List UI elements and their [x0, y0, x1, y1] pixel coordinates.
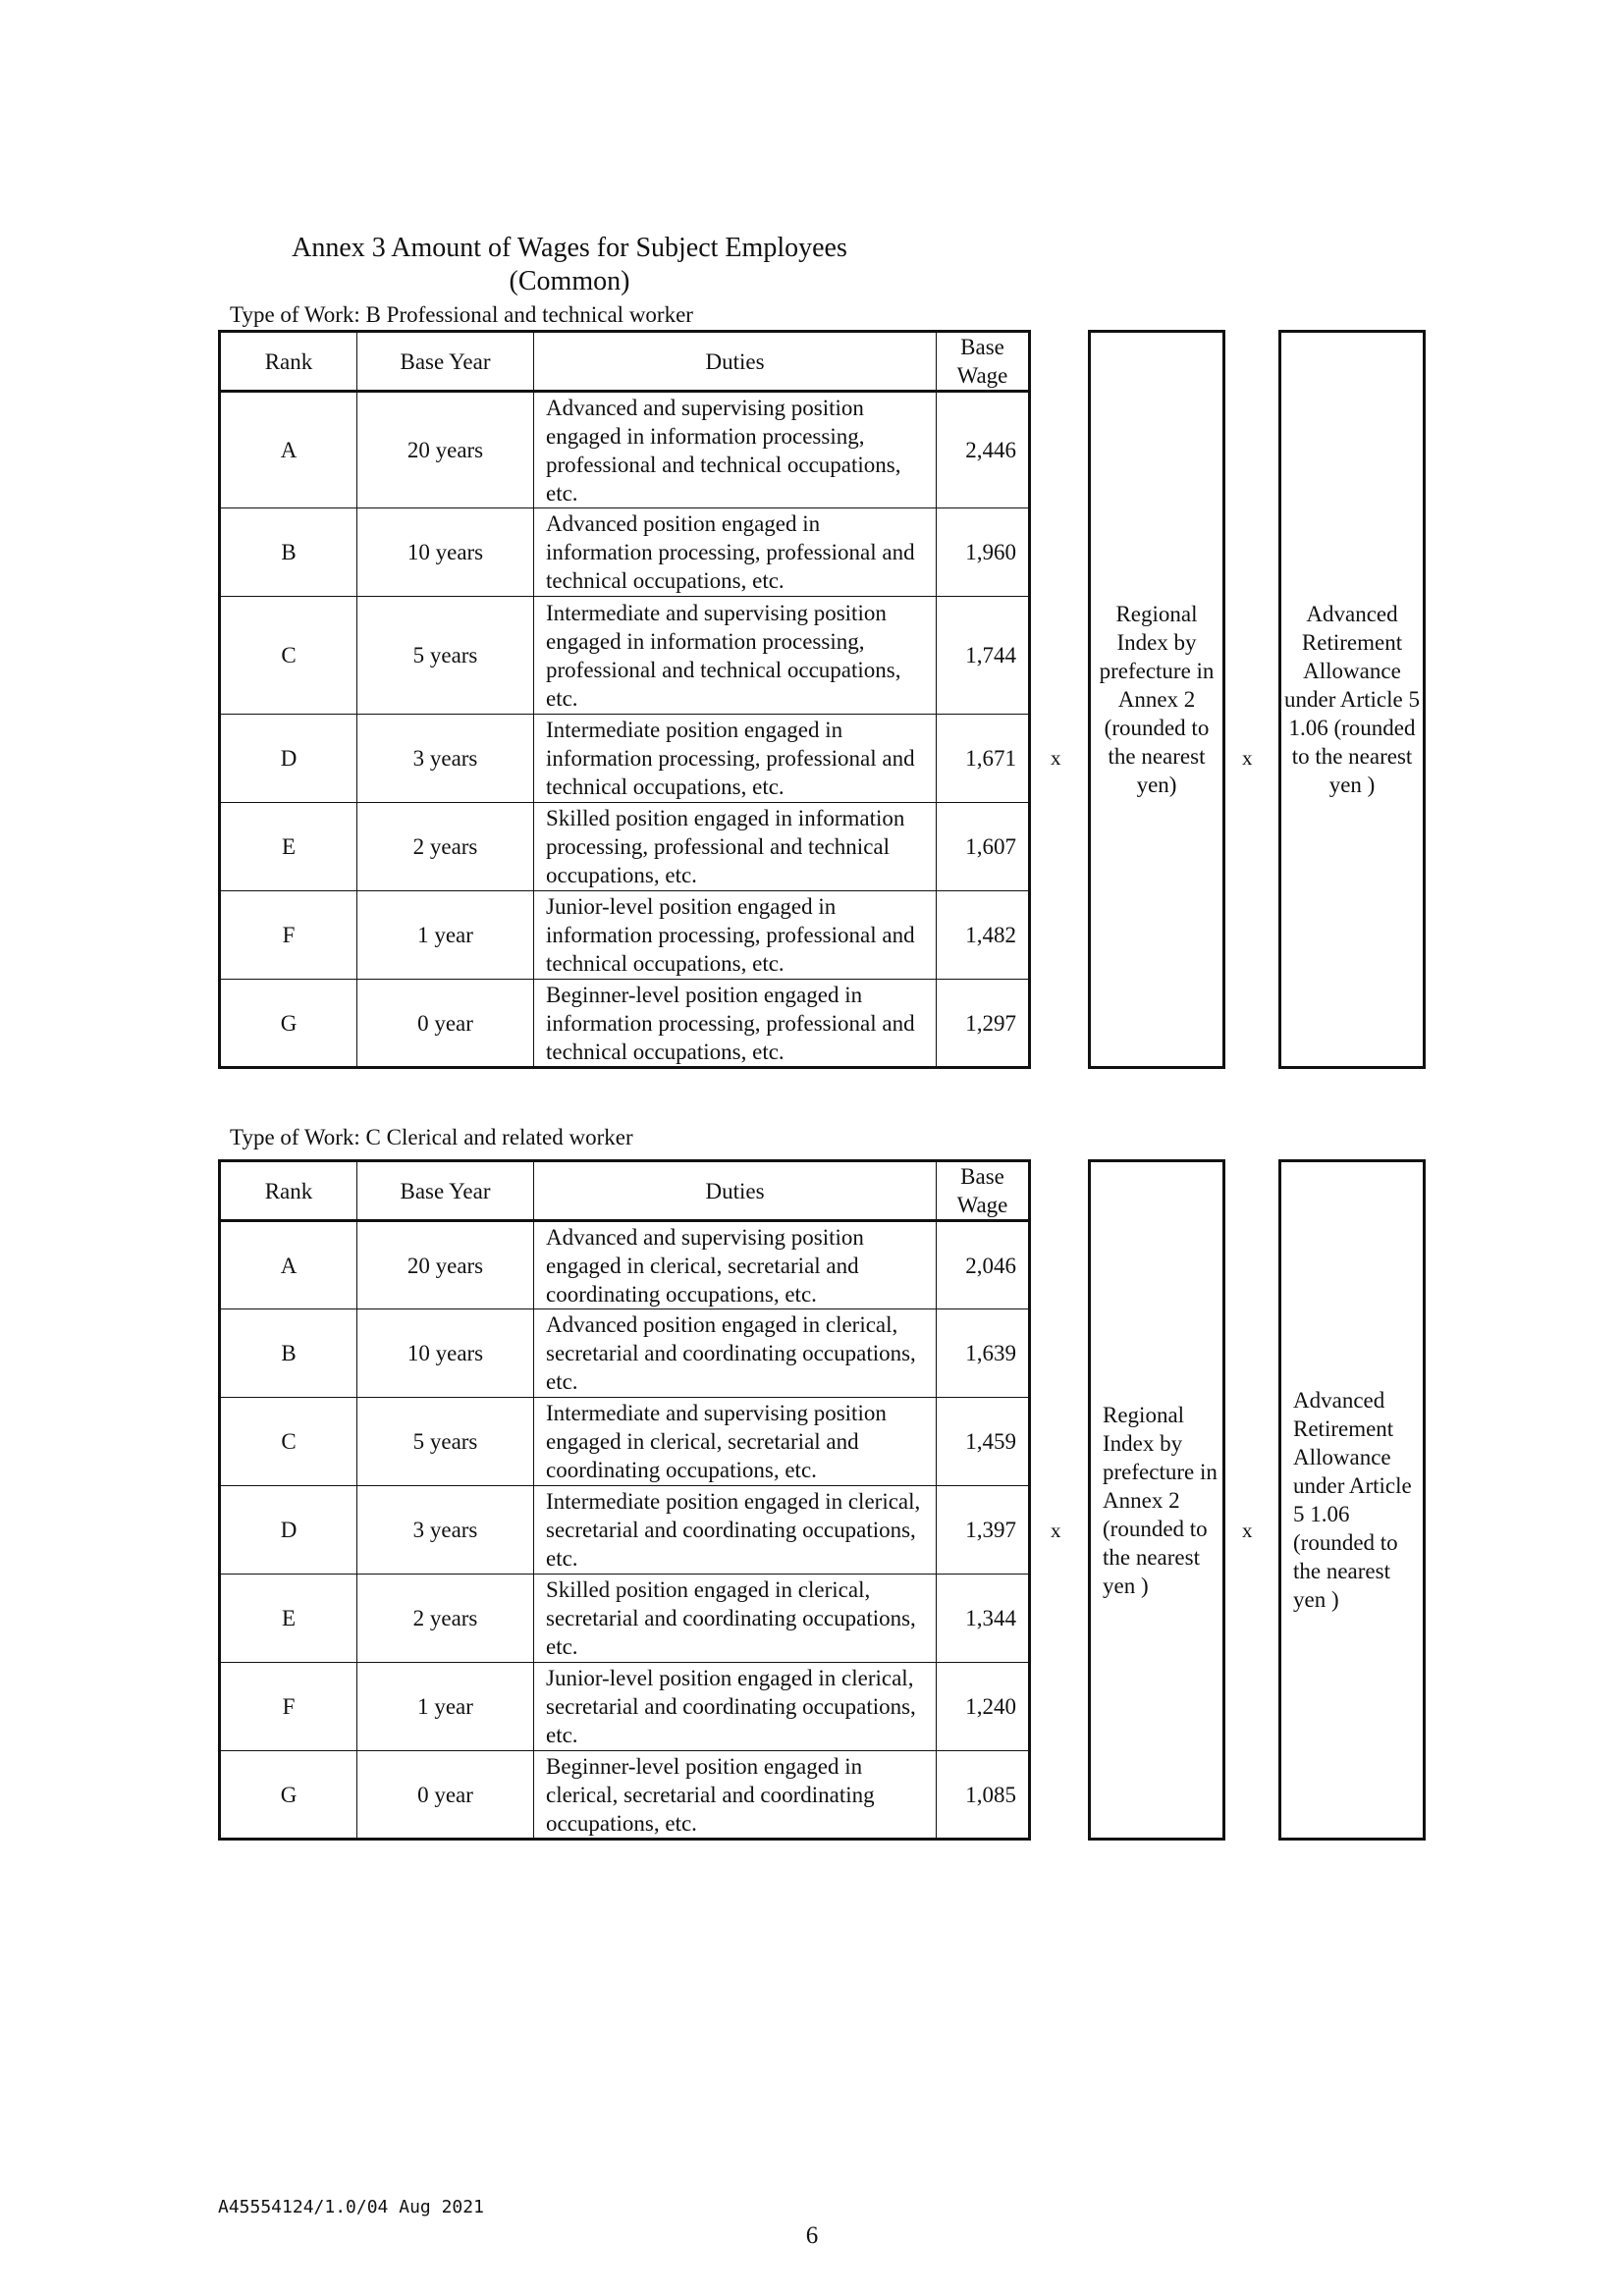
base-year-cell: 20 years [357, 1221, 534, 1309]
rank-cell: G [220, 980, 357, 1068]
base-wage-cell: 1,639 [937, 1309, 1030, 1398]
wage-table-c [218, 1159, 1031, 1841]
header-rank: Rank [220, 1161, 357, 1221]
table-row [220, 597, 1030, 715]
multiply-symbol-b-2: x [1242, 746, 1253, 770]
document-reference: A45554124/1.0/04 Aug 2021 [218, 2197, 484, 2217]
rank-cell: G [220, 1751, 357, 1840]
base-year-cell: 5 years [357, 597, 534, 715]
rank-cell: D [220, 1486, 357, 1575]
duties-cell: Skilled position engaged in clerical, secretarial and coordinating occupations, etc. [534, 1575, 937, 1663]
table-row [220, 1221, 1030, 1309]
regional-index-box-c [1088, 1159, 1225, 1841]
multiply-symbol-c-2: x [1242, 1519, 1253, 1542]
header-duties: Duties [534, 1161, 937, 1221]
rank-cell: C [220, 1398, 357, 1486]
rank-cell: E [220, 803, 357, 891]
multiply-symbol-c-1: x [1051, 1519, 1061, 1542]
base-wage-cell: 1,397 [937, 1486, 1030, 1575]
base-year-cell: 10 years [357, 508, 534, 597]
base-wage-cell: 1,744 [937, 597, 1030, 715]
duties-cell: Advanced and supervising position engaged in information processing, professional and technical occupations, etc. [534, 392, 937, 508]
base-year-cell: 20 years [357, 392, 534, 508]
base-year-cell: 3 years [357, 1486, 534, 1575]
base-wage-cell: 1,297 [937, 980, 1030, 1068]
base-year-cell: 2 years [357, 803, 534, 891]
rank-cell: C [220, 597, 357, 715]
regional-index-text-c: Regional Index by prefecture in Annex 2 (rounded to the nearest yen ) [1103, 1402, 1218, 1598]
type-label-b: Type of Work: B Professional and technical worker [230, 302, 693, 327]
rank-cell: E [220, 1575, 357, 1663]
base-year-cell: 0 year [357, 1751, 534, 1840]
base-wage-cell: 2,446 [937, 392, 1030, 508]
duties-cell: Intermediate and supervising position engaged in information processing, professional and technical occupations, etc. [534, 597, 937, 715]
duties-cell: Skilled position engaged in information processing, professional and technical occupations, etc. [534, 803, 937, 891]
table-row [220, 715, 1030, 803]
retirement-allowance-box-c [1278, 1159, 1426, 1841]
base-wage-cell: 2,046 [937, 1221, 1030, 1309]
base-wage-cell: 1,240 [937, 1663, 1030, 1751]
base-wage-cell: 1,459 [937, 1398, 1030, 1486]
duties-cell: Advanced position engaged in clerical, secretarial and coordinating occupations, etc. [534, 1309, 937, 1398]
rank-cell: A [220, 392, 357, 508]
table-row [220, 1663, 1030, 1751]
retirement-allowance-text-b: Advanced Retirement Allowance under Article 5 1.06 (rounded to the nearest yen ) [1284, 602, 1420, 797]
header-base-year: Base Year [357, 332, 534, 392]
duties-cell: Junior-level position engaged in clerical, secretarial and coordinating occupations, etc. [534, 1663, 937, 1751]
base-wage-cell: 1,482 [937, 891, 1030, 980]
header-base-wage: Base Wage [937, 332, 1030, 392]
table-header-row [220, 1161, 1030, 1221]
rank-cell: F [220, 1663, 357, 1751]
duties-cell: Intermediate position engaged in information processing, professional and technical occupations, etc. [534, 715, 937, 803]
rank-cell: A [220, 1221, 357, 1309]
rank-cell: B [220, 508, 357, 597]
duties-cell: Beginner-level position engaged in clerical, secretarial and coordinating occupations, etc. [534, 1751, 937, 1840]
type-label-c: Type of Work: C Clerical and related worker [230, 1125, 633, 1149]
table-row [220, 891, 1030, 980]
base-year-cell: 5 years [357, 1398, 534, 1486]
header-duties: Duties [534, 332, 937, 392]
base-year-cell: 2 years [357, 1575, 534, 1663]
table-row [220, 1398, 1030, 1486]
header-base-wage: Base Wage [937, 1161, 1030, 1221]
duties-cell: Advanced position engaged in information processing, professional and technical occupations, etc. [534, 508, 937, 597]
rank-cell: D [220, 715, 357, 803]
retirement-allowance-box-b [1278, 330, 1426, 1069]
retirement-allowance-text-c: Advanced Retirement Allowance under Article 5 1.06 (rounded to the nearest yen ) [1293, 1388, 1412, 1612]
multiply-symbol-b-1: x [1051, 746, 1061, 770]
table-row [220, 980, 1030, 1068]
duties-cell: Junior-level position engaged in information processing, professional and technical occupations, etc. [534, 891, 937, 980]
base-wage-cell: 1,671 [937, 715, 1030, 803]
page-number: 6 [805, 2222, 819, 2249]
table-row [220, 508, 1030, 597]
header-rank: Rank [220, 332, 357, 392]
base-year-cell: 3 years [357, 715, 534, 803]
title-line-2: (Common) [509, 266, 630, 296]
regional-index-text-b: Regional Index by prefecture in Annex 2 (rounded to the nearest yen) [1099, 602, 1215, 797]
base-year-cell: 1 year [357, 1663, 534, 1751]
title-line-1: Annex 3 Amount of Wages for Subject Employees [292, 233, 847, 263]
duties-cell: Intermediate position engaged in clerical, secretarial and coordinating occupations, etc. [534, 1486, 937, 1575]
table-row [220, 1575, 1030, 1663]
wage-table-b [218, 330, 1031, 1069]
base-year-cell: 10 years [357, 1309, 534, 1398]
duties-cell: Intermediate and supervising position engaged in clerical, secretarial and coordinating occupations, etc. [534, 1398, 937, 1486]
duties-cell: Advanced and supervising position engaged in clerical, secretarial and coordinating occupations, etc. [534, 1221, 937, 1309]
base-wage-cell: 1,085 [937, 1751, 1030, 1840]
table-row [220, 1751, 1030, 1840]
base-year-cell: 1 year [357, 891, 534, 980]
table-row [220, 1486, 1030, 1575]
base-wage-cell: 1,960 [937, 508, 1030, 597]
regional-index-box-b [1088, 330, 1225, 1069]
table-header-row [220, 332, 1030, 392]
table-row [220, 392, 1030, 508]
header-base-year: Base Year [357, 1161, 534, 1221]
table-row [220, 1309, 1030, 1398]
duties-cell: Beginner-level position engaged in information processing, professional and technical occupations, etc. [534, 980, 937, 1068]
rank-cell: B [220, 1309, 357, 1398]
base-year-cell: 0 year [357, 980, 534, 1068]
base-wage-cell: 1,344 [937, 1575, 1030, 1663]
rank-cell: F [220, 891, 357, 980]
page-title [275, 232, 864, 298]
table-row [220, 803, 1030, 891]
base-wage-cell: 1,607 [937, 803, 1030, 891]
